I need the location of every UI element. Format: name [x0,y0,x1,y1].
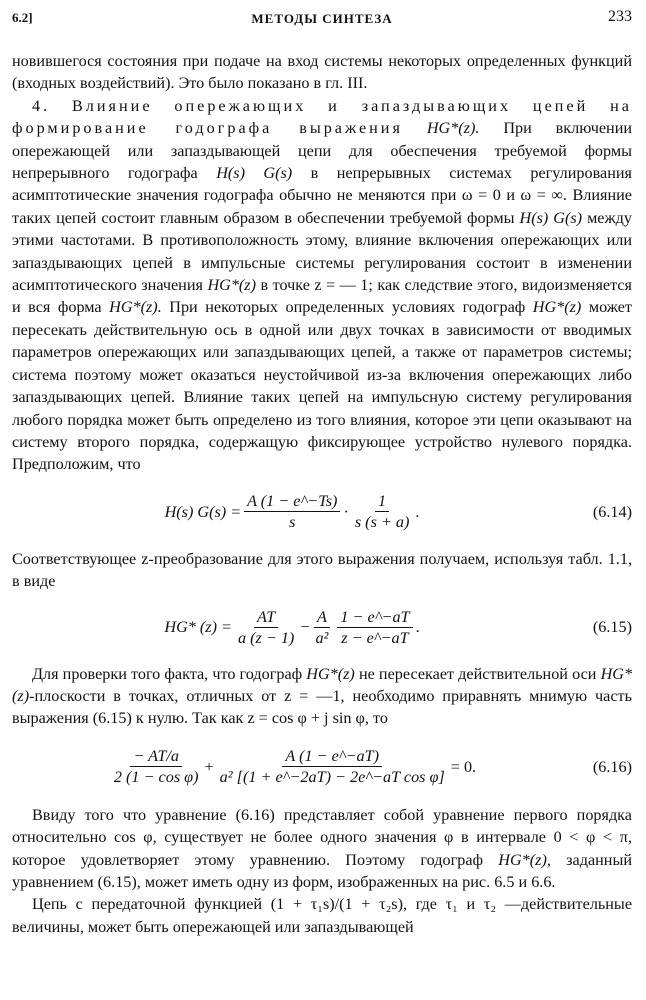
text-run: -плоскости в точках, отличных от z = —1, необходимо приравнять мнимую часть выражения (6.15) к нулю. Так как z = cos φ + j sin φ, то [12,686,632,728]
equation-6-14 [12,482,632,542]
operator: · [343,502,349,521]
text-run: в точке z = — 1; как следствие этого, видоизменяется и вся форма [12,276,632,317]
page-body [12,50,632,938]
paragraph-1: новившегося состояния при подаче на вход системы некоторых определенных функций (входных воздействий). Это было показано в гл. III. [12,52,632,93]
text-run: При включении опережающей или запаздывающей цепи для обеспечения требуемой формы непрерывного годографа [12,119,633,183]
equation-rhs: = 0. [450,757,477,776]
fraction [111,746,202,787]
fraction [235,607,297,648]
paragraph-2 [12,95,632,476]
text-run: в непрерывных системах регулирования асимптотические значения годографа обычно не меняются при ω = 0 и ω = ∞. Влияние таких цепей состоит главным образом в обеспечении требуемой формы [12,164,632,227]
paragraph-5 [12,804,632,894]
denominator: a (z − 1) [237,629,295,648]
math-symbol: HG*(z). [109,298,162,317]
text-run: не пересекает действительной оси [358,664,597,683]
equation-number: (6.14) [592,502,632,521]
punctuation: . [415,618,420,637]
equation-number: (6.15) [592,618,632,637]
numerator: 1 [375,491,389,512]
text-run: заданный уравнением (6.15), может иметь одну из форм, изображенных на рис. 6.5 и 6.6. [12,850,633,891]
subsection-heading: 4. Влияние опережающих и запаздывающих цепей на формирование годографа выражения [12,96,632,138]
page-number: 233 [608,8,632,25]
page-header [12,8,632,30]
math-symbol: HG*(z). [426,119,480,138]
denominator: z − e^−aT [341,629,409,648]
paragraph-3: Соответствующее z-преобразование для этого выражения получаем, используя табл. 1.1, в виде [12,549,632,591]
denominator: a² [315,629,329,648]
math-symbol: HG*(z) [306,664,355,683]
fraction [337,607,412,648]
fraction [312,607,331,648]
equation-lhs: HG* (z) = [164,618,232,637]
section-number: 6.2] [12,10,33,25]
fraction [352,491,413,532]
fraction [217,746,448,787]
fraction [244,491,340,532]
numerator: 1 − e^−aT [337,607,412,628]
numerator: A [314,607,330,628]
math-symbol: HG*(z) [12,664,633,705]
numerator: A (1 − e^−aT) [282,746,382,767]
math-symbol: H(s) G(s) [519,208,583,227]
operator: − [300,618,310,637]
numerator: − AT/a [130,746,182,767]
punctuation: . [415,502,420,521]
paragraph-6: Цепь с передаточной функцией (1 + τ₁s)/(1 + τ₂s), где τ₁ и τ₂ —действительные величины, может быть опережающей или запаздывающей [12,895,632,936]
equation-6-16 [12,736,632,798]
numerator: A (1 − e^−Ts) [244,491,340,512]
text-run: между этими частотами. В противоположность этому, влияние включения опережающих или запаздывающих цепей в импульсные системы регулирования состоит в изменении асимптотического значения [12,208,633,295]
math-symbol: H(s) G(s) [216,164,293,183]
math-symbol: HG*(z) [207,276,256,295]
text-run: Ввиду того что уравнение (6.16) представляет собой уравнение первого порядка относительно cos φ, существует не более одного значения φ в интервале 0 < φ < π, которое удовлетворяет этому уравнению. Поэтому годограф [12,805,632,869]
denominator: s (s + a) [354,513,410,532]
text-run: При некоторых определенных условиях годограф [169,298,526,317]
operator: + [204,757,214,776]
math-symbol: HG*(z), [498,850,551,869]
equation-number: (6.16) [592,757,632,776]
numerator: AT [254,607,278,628]
denominator: s [289,513,296,532]
equation-lhs: H(s) G(s) = [164,502,242,521]
denominator: 2 (1 − cos φ) [113,768,199,787]
running-title: МЕТОДЫ СИНТЕЗА [251,11,393,26]
text-run: Для проверки того факта, что годограф [32,664,303,683]
text-run: может пересекать действительную ось в одной или двух точках в зависимости от вводимых параметров опережающих или запаздывающих цепей, а также от параметров системы; система поэтому может оказаться неустойчивой из-за включения опережающих либо запаздывающих цепей. Влияние таких цепей на импульсную систему регулирования любого порядка может быть определено из того влияния, которое эти цепи оказывают на систему второго порядка, содержащую фиксирующее устройство нулевого порядка. Предположим, что [12,298,633,474]
denominator: a² [(1 + e^−2aT) − 2e^−aT cos φ] [219,768,445,787]
math-symbol: HG*(z) [532,298,582,317]
equation-6-15 [12,599,632,657]
paragraph-4 [12,663,632,730]
